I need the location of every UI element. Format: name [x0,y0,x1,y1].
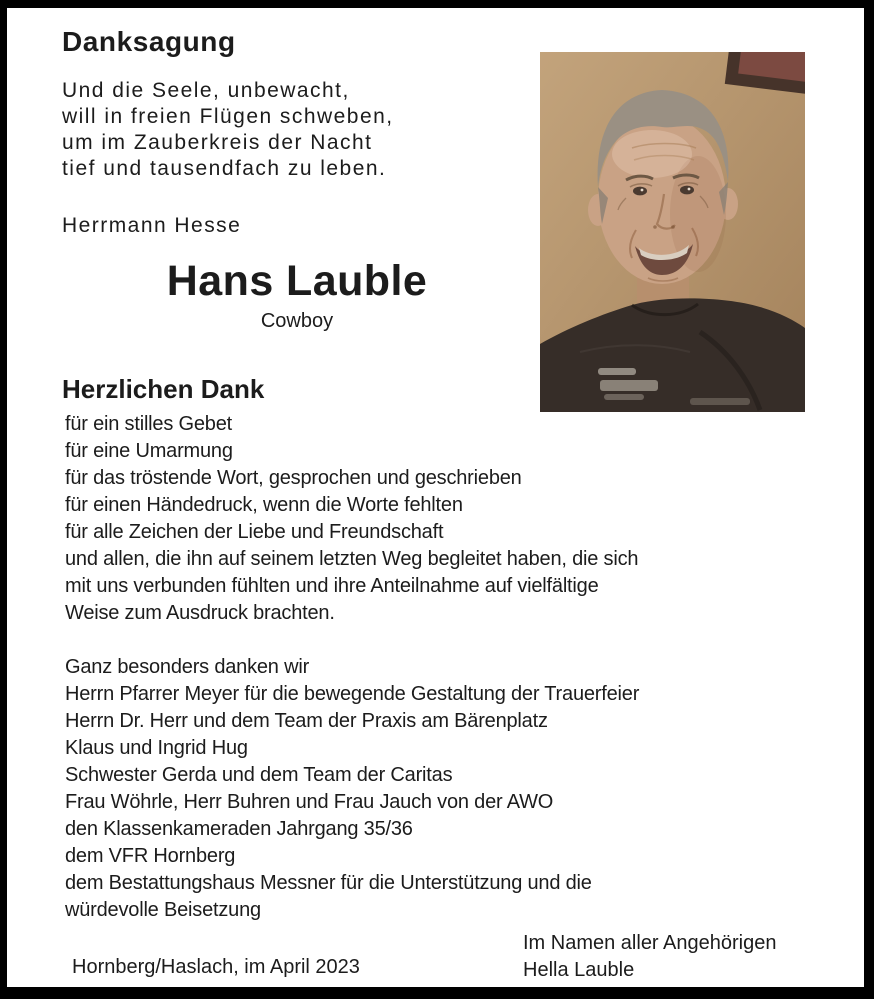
thanks-general-list [65,411,725,627]
thanks-line: Klaus und Ingrid Hug [65,737,248,759]
deceased-name-block [7,258,587,333]
thanks-line: Schwester Gerda und dem Team der Caritas [65,764,453,786]
poem-line: will in freien Flügen schweben, [62,105,394,128]
closing-block [523,930,776,984]
thanks-line: Herrn Pfarrer Meyer für die bewegende Gestaltung der Trauerfeier [65,683,640,705]
thanks-line: würdevolle Beisetzung [65,899,261,921]
thanks-line: für das tröstende Wort, gesprochen und geschrieben [65,467,522,489]
place-date: Hornberg/Haslach, im April 2023 [72,956,360,978]
thanks-line: für einen Händedruck, wenn die Worte fehlten [65,494,463,516]
thanks-line: Ganz besonders danken wir [65,656,310,678]
thanks-line: Frau Wöhrle, Herr Buhren und Frau Jauch von der AWO [65,791,554,813]
thanks-line: für alle Zeichen der Liebe und Freundschaft [65,521,444,543]
poem-line: Und die Seele, unbewacht, [62,79,350,102]
deceased-nickname: Cowboy [260,310,334,332]
thanks-line: Weise zum Ausdruck brachten. [65,602,335,624]
thanks-line: dem Bestattungshaus Messner für die Unterstützung und die [65,872,592,894]
notice-inner-sheet [7,8,864,987]
thanks-line: und allen, die ihn auf seinem letzten Weg begleitet haben, die sich [65,548,639,570]
closing-line: Im Namen aller Angehörigen [523,932,777,954]
poem [62,78,394,182]
thanks-line: den Klassenkameraden Jahrgang 35/36 [65,818,413,840]
thanks-line: für ein stilles Gebet [65,413,232,435]
poem-line: um im Zauberkreis der Nacht [62,131,373,154]
thanks-line: dem VFR Hornberg [65,845,236,867]
poem-line: tief und tausendfach zu leben. [62,157,387,180]
poem-author: Herrmann Hesse [62,214,242,237]
signature: Hella Lauble [523,959,635,981]
notice-title: Danksagung [62,26,236,57]
thanks-special-list [65,654,745,924]
thanks-line: für eine Umarmung [65,440,233,462]
thanks-line: Herrn Dr. Herr und dem Team der Praxis am Bärenplatz [65,710,548,732]
thanks-line: mit uns verbunden fühlten und ihre Anteilnahme auf vielfältige [65,575,599,597]
deceased-name: Hans Lauble [166,257,428,305]
thanks-heading: Herzlichen Dank [62,374,265,404]
portrait-photo [540,52,805,412]
